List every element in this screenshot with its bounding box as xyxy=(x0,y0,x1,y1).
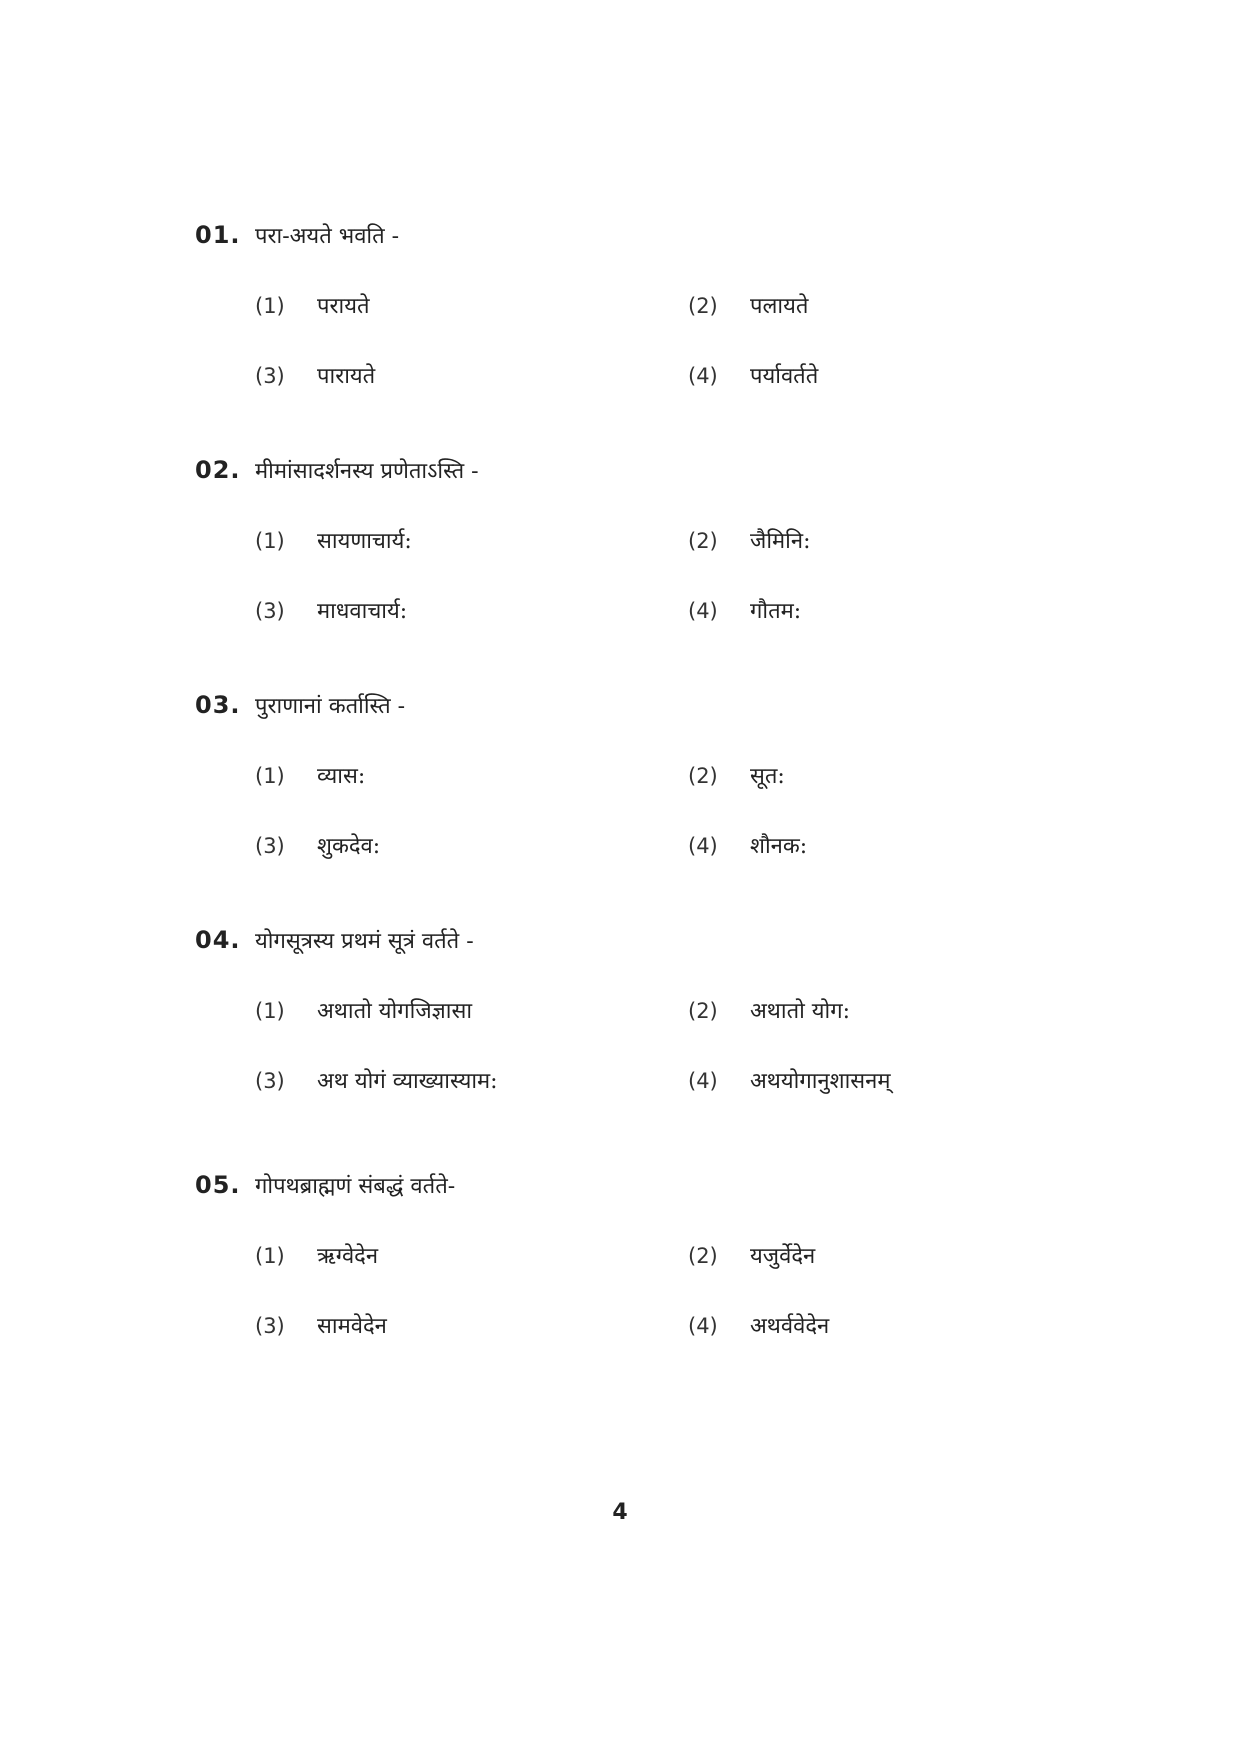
option-3 xyxy=(255,360,375,390)
question-stem xyxy=(195,1170,1095,1210)
option-text: अथ योगं व्याख्यास्याम: xyxy=(317,1069,498,1094)
option-label: (4) xyxy=(688,599,718,623)
option-text: व्यास: xyxy=(317,764,366,789)
option-label: (3) xyxy=(255,364,285,388)
option-text: अथर्ववेदेन xyxy=(750,1314,830,1339)
option-row xyxy=(195,830,1095,870)
question-text: योगसूत्रस्य प्रथमं सूत्रं वर्तते - xyxy=(255,929,474,954)
option-label: (2) xyxy=(688,294,718,318)
option-label: (3) xyxy=(255,1069,285,1093)
option-4 xyxy=(688,830,807,860)
question-stem xyxy=(195,925,1095,965)
option-1 xyxy=(255,290,370,320)
question-stem xyxy=(195,690,1095,730)
option-label: (3) xyxy=(255,599,285,623)
question-text: गोपथब्राह्मणं संबद्धं वर्तते- xyxy=(255,1174,456,1199)
option-text: गौतम: xyxy=(750,599,802,624)
option-2 xyxy=(688,1240,815,1270)
option-text: जैमिनि: xyxy=(750,529,811,554)
option-1 xyxy=(255,760,365,790)
option-text: सामवेदेन xyxy=(317,1314,387,1339)
option-row xyxy=(195,290,1095,330)
option-3 xyxy=(255,1310,387,1340)
option-row xyxy=(195,525,1095,565)
option-text: शुकदेव: xyxy=(317,834,381,859)
option-1 xyxy=(255,1240,378,1270)
question-stem xyxy=(195,455,1095,495)
option-2 xyxy=(688,525,811,555)
option-text: अथयोगानुशासनम् xyxy=(750,1069,891,1094)
option-label: (2) xyxy=(688,529,718,553)
option-3 xyxy=(255,1065,498,1095)
option-2 xyxy=(688,760,785,790)
option-text: सायणाचार्य: xyxy=(317,529,412,554)
question-04 xyxy=(195,925,1095,1105)
question-03 xyxy=(195,690,1095,870)
option-label: (2) xyxy=(688,764,718,788)
option-label: (1) xyxy=(255,1244,285,1268)
option-text: शौनक: xyxy=(750,834,808,859)
question-text: पुराणानां कर्तास्ति - xyxy=(255,694,406,719)
page-number: 4 xyxy=(612,1500,628,1525)
option-label: (4) xyxy=(688,834,718,858)
option-label: (1) xyxy=(255,294,285,318)
question-02 xyxy=(195,455,1095,635)
option-1 xyxy=(255,525,412,555)
option-4 xyxy=(688,595,801,625)
option-3 xyxy=(255,830,380,860)
option-text: माधवाचार्य: xyxy=(317,599,408,624)
question-05 xyxy=(195,1170,1095,1350)
option-4 xyxy=(688,360,818,390)
option-label: (3) xyxy=(255,1314,285,1338)
option-label: (1) xyxy=(255,764,285,788)
question-01 xyxy=(195,220,1095,400)
question-number: 03. xyxy=(195,691,241,719)
option-text: पलायते xyxy=(750,294,809,319)
option-text: पारायते xyxy=(317,364,376,389)
option-label: (2) xyxy=(688,1244,718,1268)
option-4 xyxy=(688,1310,829,1340)
option-text: अथातो योग: xyxy=(750,999,851,1024)
option-4 xyxy=(688,1065,891,1095)
option-row xyxy=(195,1310,1095,1350)
option-text: पर्यावर्तते xyxy=(750,364,819,389)
option-row xyxy=(195,1065,1095,1105)
question-text: परा-अयते भवति - xyxy=(255,224,400,249)
option-row xyxy=(195,995,1095,1035)
option-label: (1) xyxy=(255,529,285,553)
option-row xyxy=(195,1240,1095,1280)
option-row xyxy=(195,760,1095,800)
option-label: (4) xyxy=(688,1314,718,1338)
option-label: (1) xyxy=(255,999,285,1023)
question-stem xyxy=(195,220,1095,260)
option-text: सूत: xyxy=(750,764,785,789)
option-row xyxy=(195,595,1095,635)
option-text: अथातो योगजिज्ञासा xyxy=(317,999,473,1024)
option-text: यजुर्वेदेन xyxy=(750,1244,816,1269)
option-3 xyxy=(255,595,407,625)
option-label: (3) xyxy=(255,834,285,858)
option-row xyxy=(195,360,1095,400)
option-1 xyxy=(255,995,472,1025)
option-label: (2) xyxy=(688,999,718,1023)
question-number: 02. xyxy=(195,456,241,484)
option-2 xyxy=(688,290,808,320)
question-number: 04. xyxy=(195,926,241,954)
question-text: मीमांसादर्शनस्य प्रणेताऽस्ति - xyxy=(255,459,479,484)
option-text: परायते xyxy=(317,294,370,319)
option-label: (4) xyxy=(688,364,718,388)
option-label: (4) xyxy=(688,1069,718,1093)
option-text: ऋग्वेदेन xyxy=(317,1244,379,1269)
option-2 xyxy=(688,995,850,1025)
question-number: 01. xyxy=(195,221,241,249)
question-number: 05. xyxy=(195,1171,241,1199)
